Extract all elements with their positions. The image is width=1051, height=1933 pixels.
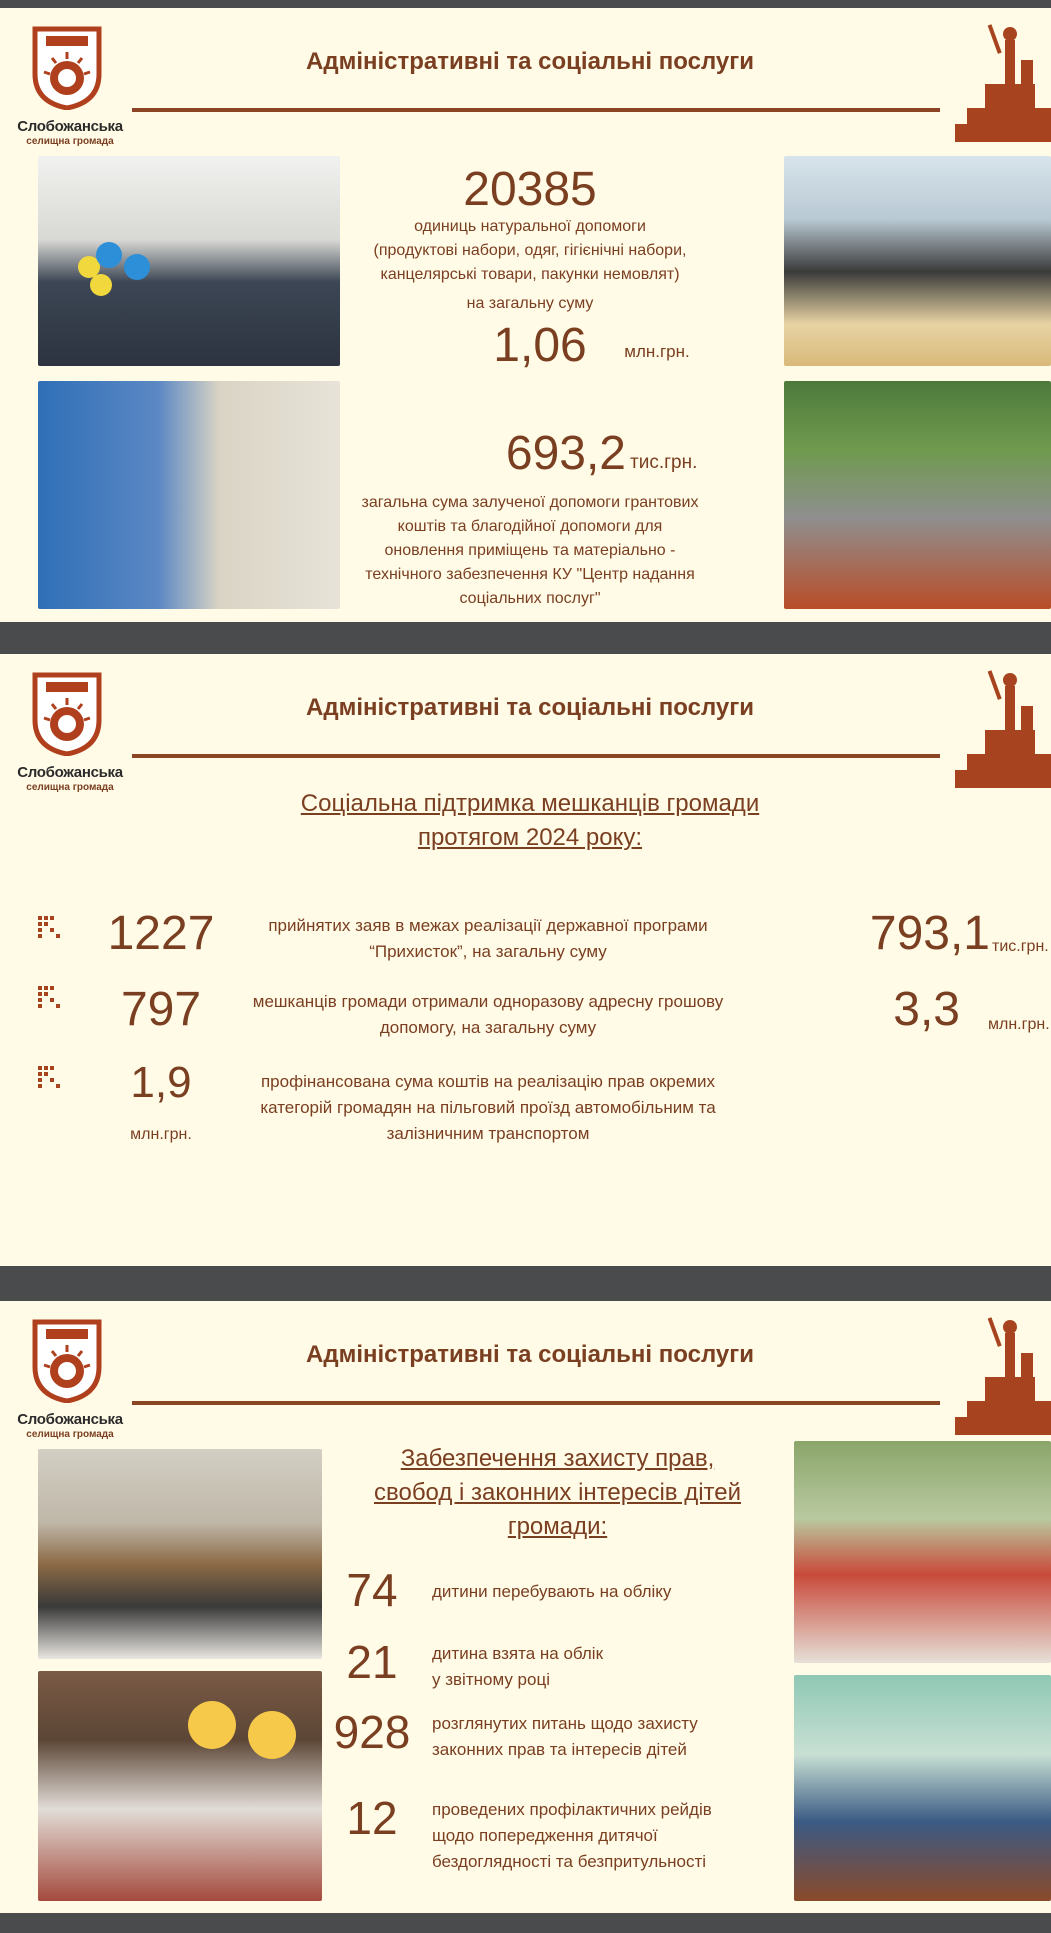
row-line1: дитина взята на облік <box>432 1644 604 1663</box>
page-title: Адміністративні та соціальні послуги <box>306 1341 754 1368</box>
row-unit: млн.грн. <box>130 1126 192 1143</box>
page-title: Адміністративні та соціальні послуги <box>306 48 754 75</box>
row-number: 797 <box>120 983 202 1036</box>
stat-units-line2: (продуктові набори, одяг, гігієнічні набори, <box>373 242 687 259</box>
arrow-icon <box>38 986 66 1014</box>
section-heading-line2: протягом 2024 року: <box>417 824 643 851</box>
monument-icon <box>945 20 1051 144</box>
row-unit: тис.грн. <box>992 938 1049 955</box>
smiley-icon <box>248 1711 296 1759</box>
photo-family-gifts <box>38 381 340 609</box>
row-line1: профінансована сума коштів на реалізацію прав окремих <box>260 1072 716 1091</box>
shield-icon <box>32 26 102 110</box>
photo-meeting-room <box>38 1449 322 1659</box>
row-number: 1,9 <box>130 1058 192 1107</box>
brand-logo <box>4 666 134 806</box>
brand-subtitle: селищна громада <box>26 782 114 793</box>
row-line1: проведених профілактичних рейдів <box>432 1800 712 1819</box>
shield-icon <box>32 672 102 756</box>
row-line1: дитини перебувають на обліку <box>432 1582 672 1601</box>
row-line2: допомогу, на загальну суму <box>379 1018 597 1037</box>
row-number: 1227 <box>107 907 215 960</box>
brand-name: Слобожанська <box>17 764 123 781</box>
photo-family-hidden-faces <box>38 1671 322 1901</box>
section-heading-line2: свобод і законних інтересів дітей <box>373 1479 742 1506</box>
row-line2: у звітному році <box>432 1670 550 1689</box>
monument-icon <box>945 1313 1051 1437</box>
stat-grants-line4: технічного забезпечення КУ "Центр надання <box>365 566 695 583</box>
divider <box>132 108 940 112</box>
stat-grants-amount: 693,2 <box>505 427 626 480</box>
brand-logo <box>4 1313 134 1453</box>
row-line1: розглянутих питань щодо захисту <box>432 1714 698 1733</box>
smiley-icon <box>188 1701 236 1749</box>
stat-grants-unit: тис.грн. <box>630 452 698 473</box>
brand-subtitle: селищна громада <box>26 1429 114 1440</box>
arrow-icon <box>38 916 66 944</box>
arrow-icon <box>38 1066 66 1094</box>
row-line1: мешканців громади отримали одноразову адресну грошову <box>252 992 724 1011</box>
monument-icon <box>945 666 1051 790</box>
section-heading-line1: Соціальна підтримка мешканців громади <box>300 790 760 817</box>
slide-3 <box>0 1301 1051 1913</box>
stat-units-line3: канцелярські товари, пакунки немовлят) <box>380 266 680 283</box>
stat-grants-line1: загальна сума залученої допомоги грантових <box>361 494 699 511</box>
row-line2: “Прихисток”, на загальну суму <box>369 942 607 961</box>
stat-units-number: 20385 <box>463 163 597 216</box>
brand-name: Слобожанська <box>17 1411 123 1428</box>
row-line2: щодо попередження дитячої <box>432 1826 658 1845</box>
stat-grants-line3: оновлення приміщень та матеріально - <box>384 542 676 559</box>
photo-outdoor-registration <box>784 381 1051 609</box>
row-unit: млн.грн. <box>988 1016 1050 1033</box>
row-number: 12 <box>346 1792 398 1844</box>
photo-office-meeting <box>794 1675 1051 1901</box>
row-amount: 793,1 <box>869 907 990 960</box>
row-line3: бездоглядності та безпритульності <box>432 1852 707 1871</box>
row-line2: категорій громадян на пільговий проїзд автомобільним та <box>260 1098 716 1117</box>
slide-2 <box>0 654 1051 1266</box>
section-heading-line3: громади: <box>507 1513 608 1540</box>
shield-icon <box>32 1319 102 1403</box>
stat-units-amount: 1,06 <box>493 319 587 372</box>
divider <box>132 1401 940 1405</box>
stat-units-line1: одиниць натуральної допомоги <box>414 218 646 235</box>
row-line2: законних прав та інтересів дітей <box>432 1740 687 1759</box>
stat-units-line4: на загальну суму <box>466 295 594 312</box>
page-title: Адміністративні та соціальні послуги <box>306 694 754 721</box>
photo-kids-drawing <box>784 156 1051 366</box>
photo-group-balloons <box>38 156 340 366</box>
stat-grants-line2: коштів та благодійної допомоги для <box>397 518 663 535</box>
photo-kids-crafts <box>794 1441 1051 1663</box>
row-number: 74 <box>346 1564 398 1616</box>
brand-subtitle: селищна громада <box>26 136 114 147</box>
row-number: 928 <box>333 1706 411 1758</box>
stat-units-unit: млн.грн. <box>624 342 690 361</box>
stat-grants-line5: соціальних послуг" <box>459 590 601 607</box>
section-heading-line1: Забезпечення захисту прав, <box>400 1445 715 1472</box>
row-number: 21 <box>346 1636 398 1688</box>
divider <box>132 754 940 758</box>
slide-1 <box>0 8 1051 622</box>
brand-logo <box>4 20 134 160</box>
row-amount: 3,3 <box>893 983 960 1036</box>
row-line3: залізничним транспортом <box>386 1124 590 1143</box>
row-line1: прийнятих заяв в межах реалізації державної програми <box>268 916 708 935</box>
brand-name: Слобожанська <box>17 118 123 135</box>
